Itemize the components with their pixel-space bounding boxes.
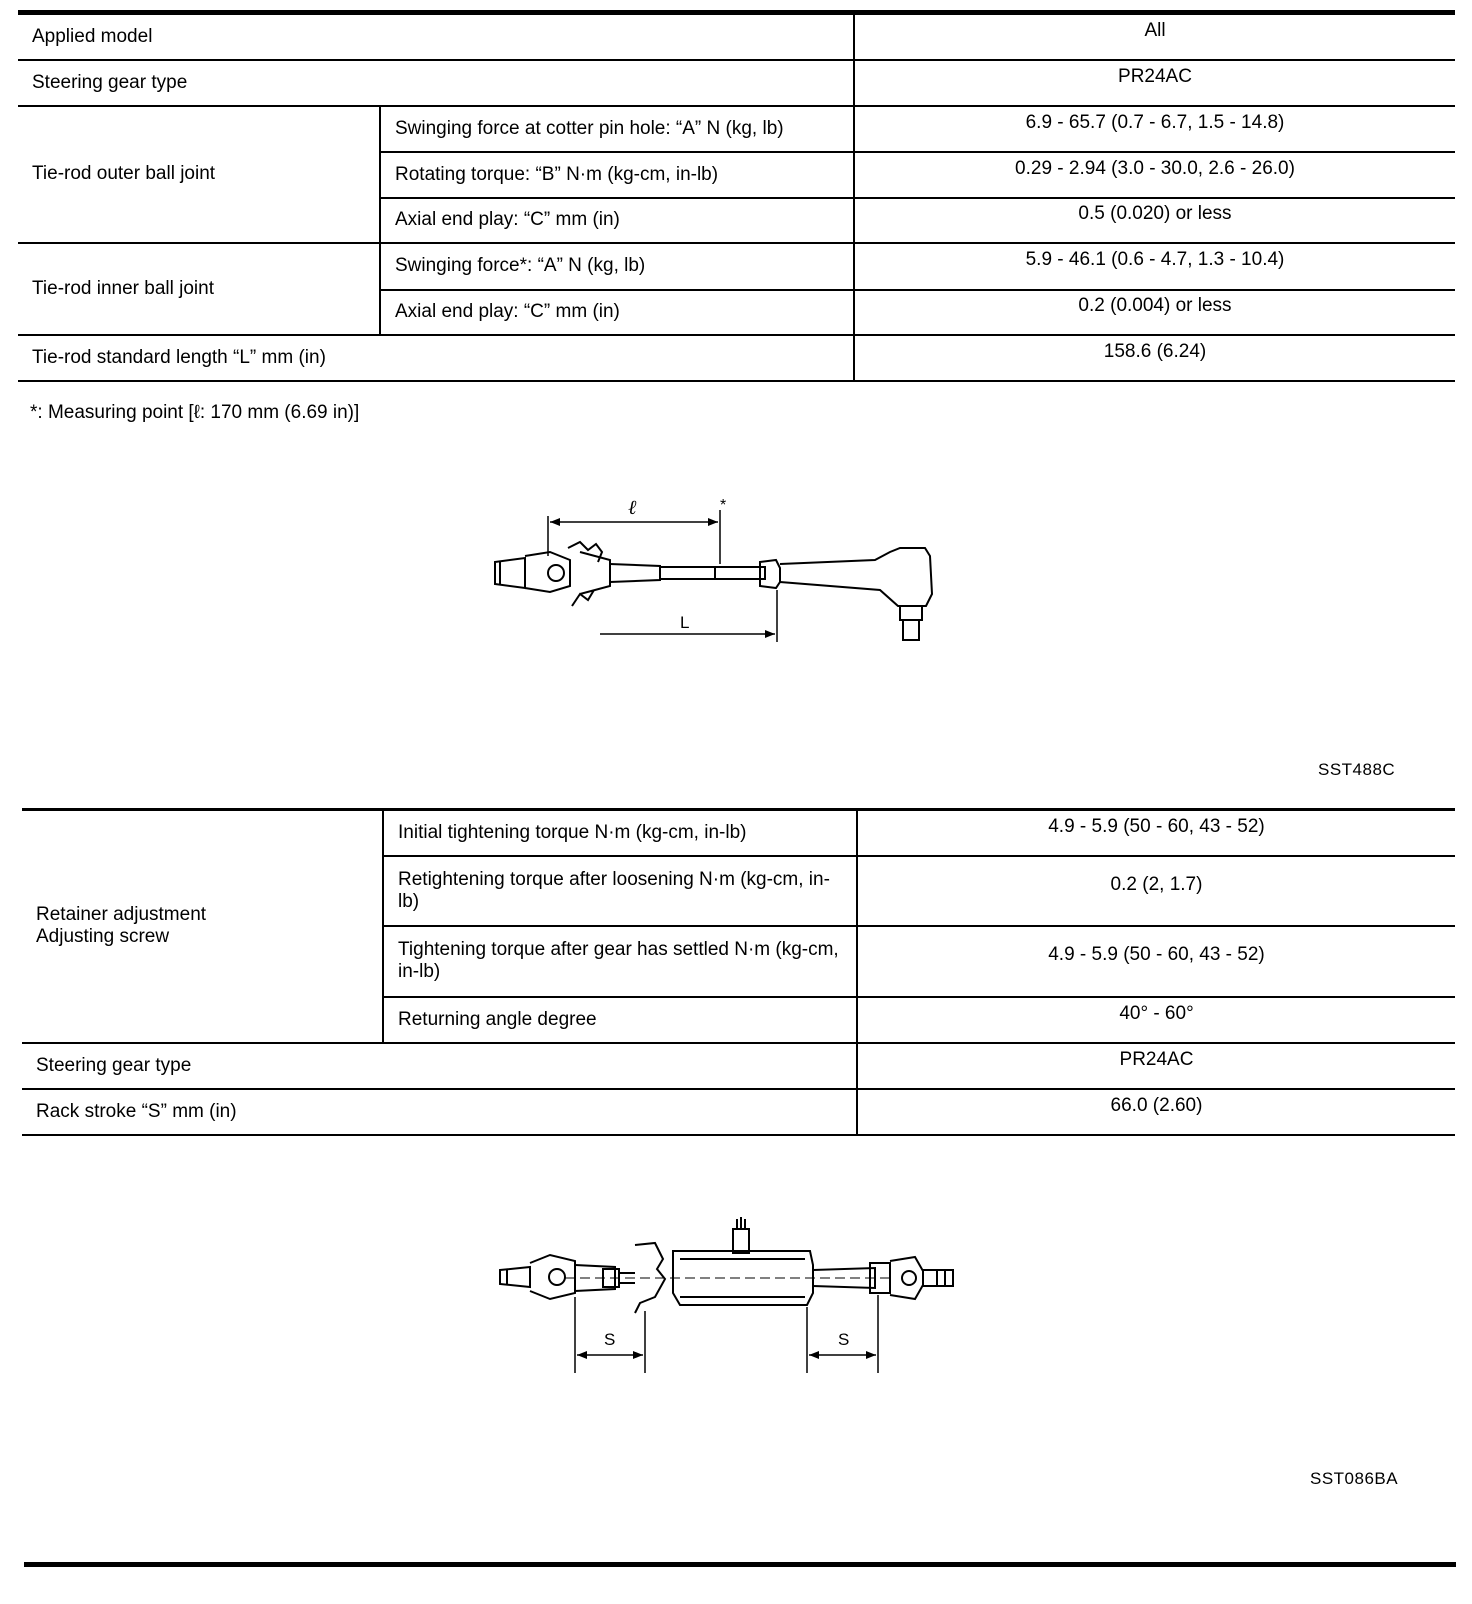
initial-torque-item: Initial tightening torque N·m (kg-cm, in-lb) — [383, 810, 857, 856]
steering-gear-type-value-2: PR24AC — [857, 1043, 1455, 1089]
table-row — [22, 810, 1455, 856]
inner-axial-end-play-item: Axial end play: “C” mm (in) — [380, 290, 854, 335]
tie-rod-spec-table — [18, 10, 1455, 382]
retainer-adjustment-label — [22, 810, 383, 1043]
figure-code-sst488c: SST488C — [1318, 760, 1396, 779]
length-l-label: L — [680, 613, 690, 632]
table-row — [18, 335, 1455, 381]
rack-stroke-value: 66.0 (2.60) — [857, 1089, 1455, 1135]
outer-swinging-force-value: 6.9 - 65.7 (0.7 - 6.7, 1.5 - 14.8) — [854, 106, 1455, 152]
stroke-s-right-label: S — [838, 1330, 850, 1349]
table-row — [22, 1043, 1455, 1089]
retightening-torque-item: Retightening torque after loosening N·m (kg-cm, in-lb) — [383, 856, 857, 926]
table-row — [22, 1089, 1455, 1135]
rack-stroke-label: Rack stroke “S” mm (in) — [22, 1089, 857, 1135]
measuring-point-star: * — [720, 497, 727, 514]
steering-gear-diagram — [495, 1215, 970, 1390]
initial-torque-value: 4.9 - 5.9 (50 - 60, 43 - 52) — [857, 810, 1455, 856]
inner-swinging-force-item: Swinging force*: “A” N (kg, lb) — [380, 243, 854, 290]
inner-ball-joint-label: Tie-rod inner ball joint — [18, 243, 380, 335]
applied-model-label: Applied model — [18, 13, 854, 60]
retainer-spec-table — [22, 808, 1455, 1136]
settled-torque-item: Tightening torque after gear has settled N·m (kg-cm, in-lb) — [383, 926, 857, 997]
table-row — [18, 60, 1455, 106]
standard-length-label: Tie-rod standard length “L” mm (in) — [18, 335, 854, 381]
table-row — [18, 106, 1455, 152]
retightening-torque-value: 0.2 (2, 1.7) — [857, 856, 1455, 926]
standard-length-value: 158.6 (6.24) — [854, 335, 1455, 381]
returning-angle-value: 40° - 60° — [857, 997, 1455, 1043]
ell-label: ℓ — [628, 497, 637, 519]
outer-rotating-torque-item: Rotating torque: “B” N·m (kg-cm, in-lb) — [380, 152, 854, 198]
outer-ball-joint-label: Tie-rod outer ball joint — [18, 106, 380, 243]
retainer-label-line1: Retainer adjustment — [36, 904, 207, 926]
inner-axial-end-play-value: 0.2 (0.004) or less — [854, 290, 1455, 335]
outer-axial-end-play-value: 0.5 (0.020) or less — [854, 198, 1455, 243]
steering-gear-type-label-2: Steering gear type — [22, 1043, 857, 1089]
figure-code-sst086ba: SST086BA — [1310, 1469, 1399, 1488]
retainer-label-line2: Adjusting screw — [36, 926, 170, 948]
inner-swinging-force-value: 5.9 - 46.1 (0.6 - 4.7, 1.3 - 10.4) — [854, 243, 1455, 290]
applied-model-value: All — [854, 13, 1455, 60]
stroke-s-left-label: S — [604, 1330, 616, 1349]
table-row — [18, 243, 1455, 290]
measuring-point-footnote: *: Measuring point [ℓ: 170 mm (6.69 in)] — [30, 402, 360, 423]
tie-rod-diagram — [480, 490, 970, 660]
table-row — [18, 13, 1455, 60]
outer-axial-end-play-item: Axial end play: “C” mm (in) — [380, 198, 854, 243]
steering-gear-type-value: PR24AC — [854, 60, 1455, 106]
returning-angle-item: Returning angle degree — [383, 997, 857, 1043]
bottom-rule — [24, 1562, 1456, 1567]
outer-rotating-torque-value: 0.29 - 2.94 (3.0 - 30.0, 2.6 - 26.0) — [854, 152, 1455, 198]
outer-swinging-force-item: Swinging force at cotter pin hole: “A” N (kg, lb) — [380, 106, 854, 152]
steering-gear-type-label: Steering gear type — [18, 60, 854, 106]
settled-torque-value: 4.9 - 5.9 (50 - 60, 43 - 52) — [857, 926, 1455, 997]
